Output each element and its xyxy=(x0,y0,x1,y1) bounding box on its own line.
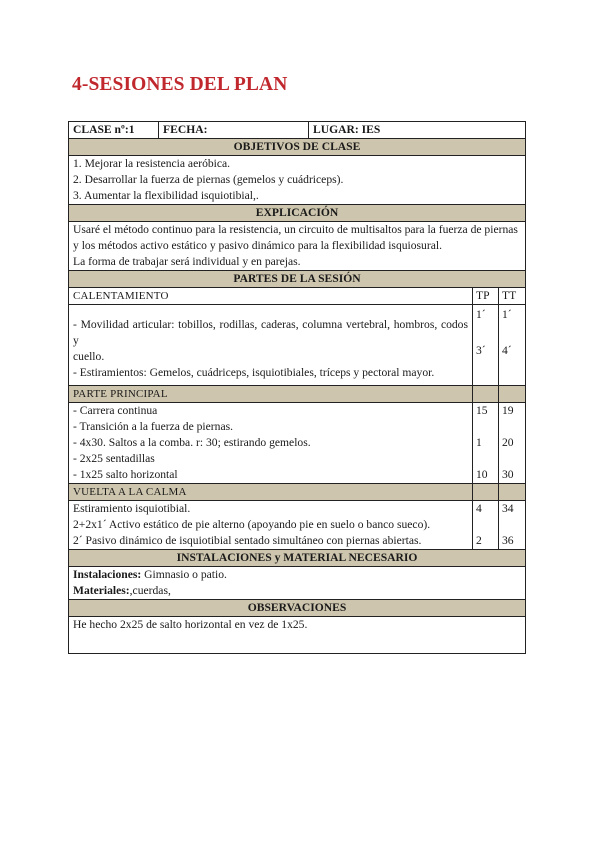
explicacion-line: Usaré el método continuo para la resistencia, un circuito de multisaltos para la fuerza de piernas xyxy=(73,223,518,236)
calentamiento-content xyxy=(69,305,473,386)
tt-value: 36 xyxy=(502,534,514,547)
tp-value: 3´ xyxy=(476,344,486,357)
session-plan-table xyxy=(68,121,526,654)
fecha-cell: FECHA: xyxy=(159,122,309,139)
explicacion-line: y los métodos activo estático y pasivo dinámico para la flexibilidad isquiosural. xyxy=(73,239,442,252)
calentamiento-line: cuello. xyxy=(73,350,105,363)
vuelta-line: 2´ Pasivo dinámico de isquiotibial sentado simultáneo con piernas abiertas. xyxy=(73,534,422,547)
principal-content xyxy=(69,403,473,484)
vuelta-line: 2+2x1´ Activo estático de pie alterno (apoyando pie en suelo o banco sueco). xyxy=(73,518,431,531)
principal-tt xyxy=(499,403,526,484)
principal-line: - Transición a la fuerza de piernas. xyxy=(73,420,234,433)
objetivo-item: 2. Desarrollar la fuerza de piernas (gemelos y cuádriceps). xyxy=(73,173,344,186)
explicacion-line: La forma de trabajar será individual y en parejas. xyxy=(73,255,301,268)
partes-heading: PARTES DE LA SESIÓN xyxy=(69,271,526,288)
tp-value: 10 xyxy=(476,468,488,481)
principal-tp xyxy=(473,403,499,484)
calentamiento-tp xyxy=(473,305,499,386)
observaciones-text: He hecho 2x25 de salto horizontal en vez de 1x25. xyxy=(73,618,308,631)
instalaciones-label: Instalaciones: xyxy=(73,568,142,581)
tt-value: 4´ xyxy=(502,344,512,357)
tp-value: 2 xyxy=(476,534,482,547)
calentamiento-row xyxy=(69,288,526,305)
tt-value: 30 xyxy=(502,468,514,481)
vuelta-line: Estiramiento isquiotibial. xyxy=(73,502,191,515)
principal-line: - 4x30. Saltos a la comba. r: 30; estirando gemelos. xyxy=(73,436,311,449)
lugar-cell: LUGAR: IES xyxy=(309,122,526,139)
explicacion-text xyxy=(69,222,526,271)
tp-value: 1 xyxy=(476,436,482,449)
principal-line: - 1x25 salto horizontal xyxy=(73,468,178,481)
vuelta-content xyxy=(69,501,473,550)
vuelta-label: VUELTA A LA CALMA xyxy=(69,484,473,501)
page-title: 4-SESIONES DEL PLAN xyxy=(72,74,288,95)
instalaciones-line xyxy=(73,567,521,583)
materiales-label: Materiales: xyxy=(73,584,130,597)
tp-value: 1´ xyxy=(476,308,486,321)
vuelta-tp xyxy=(473,501,499,550)
materiales-line xyxy=(73,583,521,599)
observaciones-content xyxy=(69,617,526,654)
objetivos-list xyxy=(69,156,526,205)
instalaciones-value: Gimnasio o patio. xyxy=(141,568,227,581)
tt-header: TT xyxy=(499,288,526,305)
objetivos-heading: OBJETIVOS DE CLASE xyxy=(69,139,526,156)
tt-value: 34 xyxy=(502,502,514,515)
explicacion-heading: EXPLICACIÓN xyxy=(69,205,526,222)
clase-cell: CLASE nº:1 xyxy=(69,122,159,139)
vuelta-tt xyxy=(499,501,526,550)
vuelta-tp-blank xyxy=(473,484,499,501)
principal-line: - 2x25 sentadillas xyxy=(73,452,155,465)
calentamiento-label: CALENTAMIENTO xyxy=(69,288,473,305)
principal-tt-blank xyxy=(499,386,526,403)
vuelta-tt-blank xyxy=(499,484,526,501)
calentamiento-line: - Estiramientos: Gemelos, cuádriceps, isquiotibiales, tríceps y pectoral mayor. xyxy=(73,366,435,379)
objetivo-item: 1. Mejorar la resistencia aeróbica. xyxy=(73,157,231,170)
tt-value: 1´ xyxy=(502,308,512,321)
principal-label: PARTE PRINCIPAL xyxy=(69,386,473,403)
tt-value: 19 xyxy=(502,404,514,417)
principal-line: - Carrera continua xyxy=(73,404,158,417)
objetivo-item: 3. Aumentar la flexibilidad isquiotibial,. xyxy=(73,189,259,202)
tp-value: 4 xyxy=(476,502,482,515)
tt-value: 20 xyxy=(502,436,514,449)
tp-header: TP xyxy=(473,288,499,305)
calentamiento-tt xyxy=(499,305,526,386)
tp-value: 15 xyxy=(476,404,488,417)
header-row xyxy=(69,122,526,139)
observaciones-heading: OBSERVACIONES xyxy=(69,600,526,617)
principal-tp-blank xyxy=(473,386,499,403)
instalaciones-content xyxy=(69,567,526,600)
calentamiento-line: - Movilidad articular: tobillos, rodillas, caderas, columna vertebral, hombros, codos y xyxy=(73,318,468,347)
instalaciones-heading: INSTALACIONES y MATERIAL NECESARIO xyxy=(69,550,526,567)
materiales-value: ,cuerdas, xyxy=(129,584,171,597)
